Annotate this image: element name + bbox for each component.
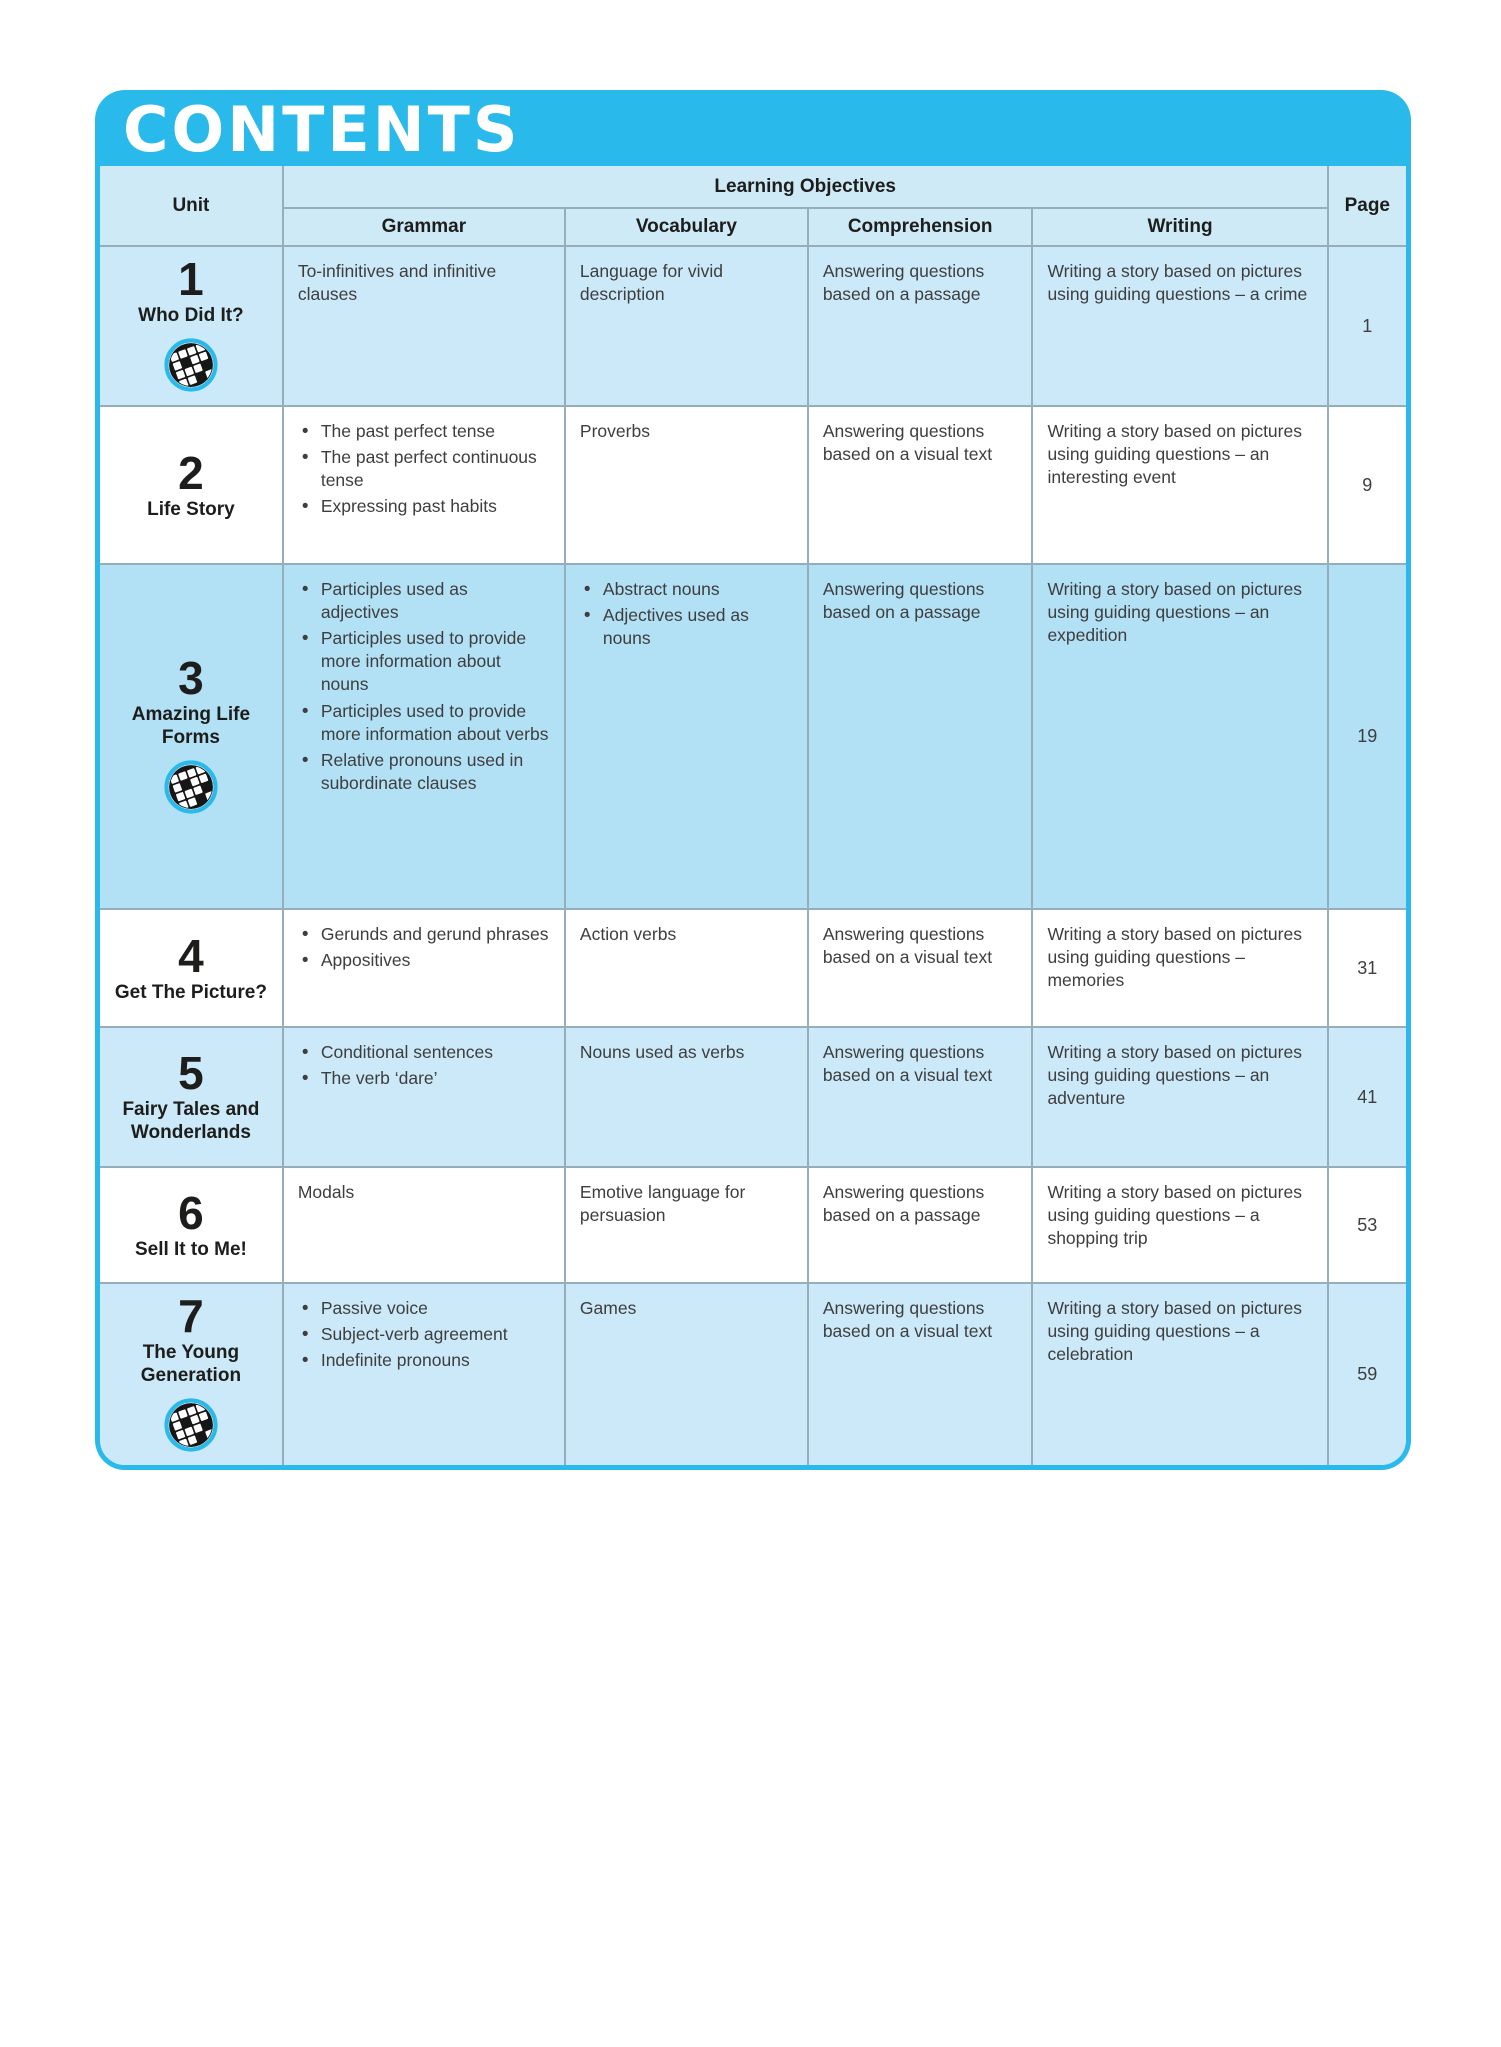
- comprehension-cell: [808, 1283, 1033, 1465]
- grammar-bullets: [298, 923, 550, 972]
- comprehension-text: Answering questions based on a visual text: [822, 1298, 993, 1342]
- unit-number: 3: [178, 652, 204, 705]
- bullet-item: • Abstract nouns: [580, 578, 793, 601]
- unit-row-7: [100, 1283, 1406, 1465]
- unit-name: Fairy Tales and Wonderlands: [122, 1099, 260, 1144]
- writing-text: Writing a story based on pictures using guiding questions – an adventure: [1047, 1042, 1302, 1109]
- header-unit: Unit: [100, 166, 283, 246]
- comprehension-cell: [808, 1167, 1033, 1283]
- unit-number: 5: [178, 1047, 204, 1100]
- comprehension-text: Answering questions based on a passage: [822, 1182, 985, 1226]
- vocabulary-text: Nouns used as verbs: [579, 1042, 745, 1063]
- unit-name: The Young Generation: [140, 1342, 242, 1387]
- vocabulary-cell: [565, 406, 808, 564]
- header-grammar: Grammar: [283, 208, 565, 246]
- writing-cell: [1032, 406, 1327, 564]
- comprehension-text: Answering questions based on a passage: [822, 261, 985, 305]
- unit-number: 6: [178, 1186, 204, 1239]
- bullet-item: • Subject-verb agreement: [298, 1323, 550, 1346]
- header-comprehension: Comprehension: [808, 208, 1033, 246]
- page-number: 53: [1328, 1167, 1406, 1283]
- vocabulary-cell: [565, 564, 808, 909]
- comprehension-text: Answering questions based on a passage: [822, 579, 985, 623]
- bullet-item: • Adjectives used as nouns: [580, 604, 793, 650]
- vocabulary-cell: [565, 246, 808, 406]
- contents-page-card: [95, 90, 1411, 1470]
- grammar-bullets: [298, 1041, 550, 1090]
- unit-name: Amazing Life Forms: [131, 704, 251, 749]
- bullet-item: • Participles used to provide more information about verbs: [298, 700, 550, 746]
- unit-number: 1: [178, 253, 204, 305]
- bullet-item: • Participles used to provide more information about nouns: [298, 627, 550, 696]
- vocabulary-text: Emotive language for persuasion: [579, 1182, 746, 1226]
- unit-name: Life Story: [147, 498, 235, 520]
- bullet-item: • Passive voice: [298, 1297, 550, 1320]
- bullet-item: • Participles used as adjectives: [298, 578, 550, 624]
- bullet-item: • Expressing past habits: [298, 495, 550, 518]
- unit-number: 7: [178, 1290, 204, 1343]
- grammar-cell: [283, 1027, 565, 1167]
- writing-cell: [1032, 1027, 1327, 1167]
- unit-cell: [100, 246, 283, 406]
- bullet-item: • Gerunds and gerund phrases: [298, 923, 550, 946]
- grammar-cell: [283, 246, 565, 406]
- comprehension-cell: [808, 909, 1033, 1027]
- writing-text: Writing a story based on pictures using guiding questions – a shopping trip: [1047, 1182, 1302, 1249]
- bullet-item: • Appositives: [298, 949, 550, 972]
- page-number: 59: [1328, 1283, 1406, 1465]
- unit-cell: [100, 909, 283, 1027]
- writing-text: Writing a story based on pictures using guiding questions – a crime: [1047, 261, 1308, 305]
- unit-number: 4: [178, 929, 204, 982]
- unit-cell: [100, 1027, 283, 1167]
- comprehension-cell: [808, 1027, 1033, 1167]
- bullet-item: • The past perfect continuous tense: [298, 446, 550, 492]
- comprehension-cell: [808, 246, 1033, 406]
- writing-text: Writing a story based on pictures using guiding questions – memories: [1047, 924, 1302, 991]
- vocabulary-cell: [565, 1283, 808, 1465]
- crossword-icon: [164, 1398, 218, 1452]
- header-writing: Writing: [1032, 208, 1327, 246]
- grammar-text: Modals: [297, 1182, 355, 1203]
- vocabulary-bullets: [580, 578, 793, 650]
- header-learning-objectives: Learning Objectives: [283, 166, 1328, 208]
- bullet-item: • Indefinite pronouns: [298, 1349, 550, 1372]
- grammar-cell: [283, 909, 565, 1027]
- header-vocabulary: Vocabulary: [565, 208, 808, 246]
- vocabulary-cell: [565, 1167, 808, 1283]
- writing-text: Writing a story based on pictures using guiding questions – an interesting event: [1047, 421, 1302, 488]
- unit-name: Get The Picture?: [114, 981, 267, 1003]
- comprehension-text: Answering questions based on a visual text: [822, 421, 993, 465]
- comprehension-text: Answering questions based on a visual text: [822, 924, 993, 968]
- grammar-bullets: [298, 1297, 550, 1372]
- title-band: [95, 90, 1411, 166]
- page-number: 41: [1328, 1027, 1406, 1167]
- unit-cell: [100, 564, 283, 909]
- vocabulary-cell: [565, 1027, 808, 1167]
- writing-cell: [1032, 1283, 1327, 1465]
- writing-cell: [1032, 564, 1327, 909]
- vocabulary-text: Action verbs: [579, 924, 677, 945]
- unit-name: Sell It to Me!: [134, 1238, 247, 1260]
- grammar-bullets: [298, 420, 550, 518]
- unit-number: 2: [178, 446, 204, 499]
- contents-table: [100, 166, 1406, 1465]
- comprehension-text: Answering questions based on a visual text: [822, 1042, 993, 1086]
- writing-cell: [1032, 909, 1327, 1027]
- vocabulary-text: Language for vivid description: [579, 261, 723, 305]
- comprehension-cell: [808, 564, 1033, 909]
- unit-name: Who Did It?: [138, 305, 244, 327]
- header-row-sub: [100, 208, 1406, 246]
- unit-row-4: [100, 909, 1406, 1027]
- header-row-top: [100, 166, 1406, 208]
- page-title: CONTENTS: [123, 93, 521, 166]
- writing-text: Writing a story based on pictures using guiding questions – a celebration: [1047, 1298, 1302, 1365]
- vocabulary-text: Proverbs: [579, 421, 650, 442]
- grammar-cell: [283, 564, 565, 909]
- unit-row-5: [100, 1027, 1406, 1167]
- contents-table-wrap: [95, 166, 1411, 1470]
- crossword-icon: [164, 338, 218, 392]
- bullet-item: • Conditional sentences: [298, 1041, 550, 1064]
- bullet-item: • The past perfect tense: [298, 420, 550, 443]
- unit-row-3: [100, 564, 1406, 909]
- grammar-cell: [283, 406, 565, 564]
- unit-cell: [100, 1283, 283, 1465]
- page-number: 1: [1328, 246, 1406, 406]
- unit-row-1: [100, 246, 1406, 406]
- unit-row-6: [100, 1167, 1406, 1283]
- page-number: 31: [1328, 909, 1406, 1027]
- grammar-cell: [283, 1167, 565, 1283]
- comprehension-cell: [808, 406, 1033, 564]
- crossword-icon: [164, 760, 218, 814]
- unit-cell: [100, 406, 283, 564]
- header-page: Page: [1328, 166, 1406, 246]
- grammar-text: To-infinitives and infinitive clauses: [297, 261, 497, 305]
- writing-cell: [1032, 1167, 1327, 1283]
- grammar-cell: [283, 1283, 565, 1465]
- grammar-bullets: [298, 578, 550, 795]
- vocabulary-text: Games: [579, 1298, 637, 1319]
- writing-text: Writing a story based on pictures using guiding questions – an expedition: [1047, 579, 1302, 646]
- page-number: 9: [1328, 406, 1406, 564]
- unit-row-2: [100, 406, 1406, 564]
- writing-cell: [1032, 246, 1327, 406]
- page-number: 19: [1328, 564, 1406, 909]
- unit-cell: [100, 1167, 283, 1283]
- bullet-item: • The verb ‘dare’: [298, 1067, 550, 1090]
- vocabulary-cell: [565, 909, 808, 1027]
- bullet-item: • Relative pronouns used in subordinate clauses: [298, 749, 550, 795]
